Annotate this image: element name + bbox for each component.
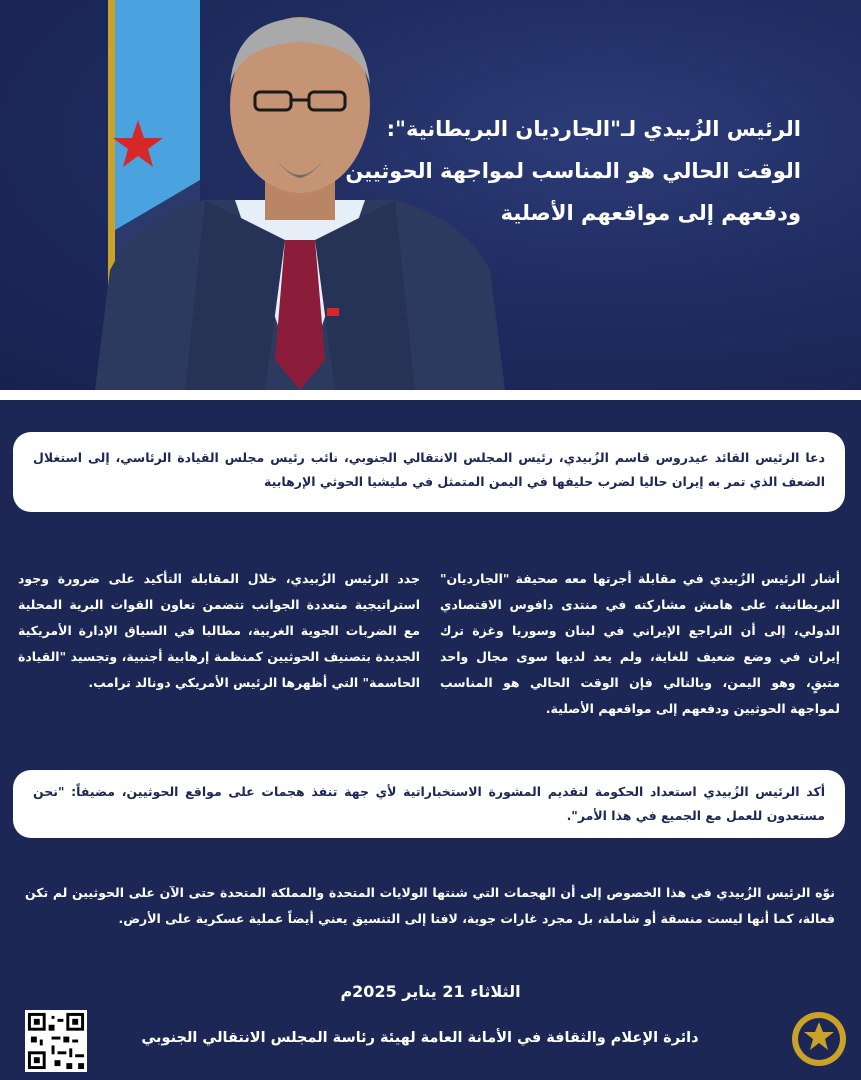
publish-date: الثلاثاء 21 يناير 2025م	[340, 982, 521, 1001]
emblem-icon	[790, 1010, 848, 1068]
qr-code-icon	[25, 1010, 87, 1072]
column-left-text: جدد الرئيس الزُبيدي، خلال المقابلة التأكيد على ضرورة وجود استراتيجية متعددة الجوانب تتضمن تعاون القوات البرية المحلية مع الضربات الجوية الغربية، مطالبا في السياق الإدارة الأمريكية الجديدة بتصنيف الحوثيين كمنظمة إرهابية أجنبية، وتجسيد "القيادة الحاسمة" التي أظهرها الرئيس الأمريكي دونالد ترامب.	[18, 571, 420, 690]
intro-box: دعا الرئيس القائد عيدروس قاسم الزُبيدي، رئيس المجلس الانتقالي الجنوبي، نائب رئيس مجلس القيادة الرئاسي، إلى استغلال الضعف الذي تمر به إيران حاليا لضرب حليفها في اليمن المتمثل في مليشيا الحوثي الإرهابية	[13, 432, 845, 512]
headline-line-3: ودفعهم إلى مواقعهم الأصلية	[500, 201, 801, 225]
hero-banner	[0, 0, 861, 390]
headline-line-2: الوقت الحالي هو المناسب لمواجهة الحوثيين	[345, 159, 801, 183]
headline-line-1: الرئيس الزُبيدي لـ"الجارديان البريطانية":	[386, 117, 801, 141]
quote-box: أكد الرئيس الزُبيدي استعداد الحكومة لتقديم المشورة الاستخباراتية لأي جهة تنفذ هجمات على مواقع الحوثيين، مضيفاً: "نحن مستعدون للعمل مع الجميع في هذا الأمر".	[13, 770, 845, 838]
headline	[341, 108, 801, 234]
paragraph-3: نوّه الرئيس الزُبيدي في هذا الخصوص إلى أن الهجمات التي شنتها الولايات المتحدة والمملكة المتحدة حتى الآن على الحوثيين لم تكن فعالة، كما أنها ليست منسقة أو شاملة، بل مجرد غارات جوية، لافتا إلى التنسيق يعني أيضاً عملية عسكرية على الأرض.	[25, 885, 835, 926]
divider	[0, 390, 861, 400]
column-right-text: أشار الرئيس الزُبيدي في مقابلة أجرتها معه صحيفة "الجارديان" البريطانية، على هامش مشاركته في منتدى دافوس الاقتصادي الدولي، إلى أن التراجع الإيراني في لبنان وسوريا وغزة ترك إيران في وضع ضعيف للغاية، ولم يعد لديها سوى مجال واحد متبقٍ، وهو اليمن، وبالتالي فإن الوقت الحالي هو المناسب لمواجهة الحوثيين ودفعهم إلى مواقعهم الأصلية.	[440, 571, 840, 716]
footer-credit: دائرة الإعلام والثقافة في الأمانة العامة لهيئة رئاسة المجلس الانتقالي الجنوبي	[141, 1030, 699, 1046]
